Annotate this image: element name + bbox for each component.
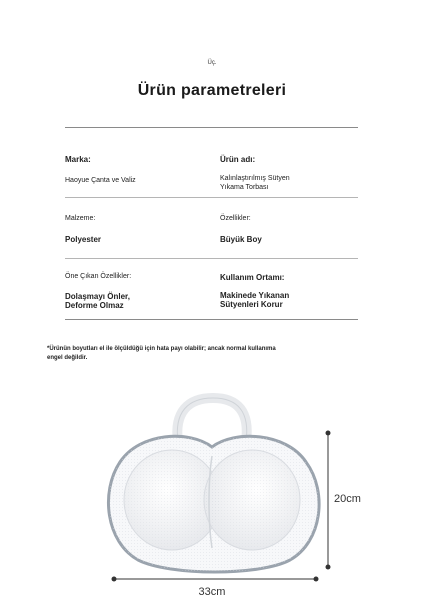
width-dimension-label: 33cm xyxy=(198,586,226,598)
divider-row1 xyxy=(65,197,358,198)
param-label-material: Malzeme: xyxy=(65,215,96,222)
param-value-usage-line2: Sütyenleri Korur xyxy=(220,300,283,309)
param-value-product-name-line2: Yıkama Torbası xyxy=(220,184,269,191)
size-disclaimer-line2: engel değildir. xyxy=(47,355,88,361)
page-title: Ürün parametreleri xyxy=(137,82,287,99)
param-label-product-name: Ürün adı: xyxy=(220,155,256,164)
param-label-features: Özellikler: xyxy=(220,215,251,222)
height-dimension-line xyxy=(322,430,334,570)
param-value-usage-line1: Makinede Yıkanan xyxy=(220,291,290,300)
param-value-product-name xyxy=(220,174,290,192)
divider-bottom xyxy=(65,319,358,320)
param-label-highlights: Öne Çıkan Özellikler: xyxy=(65,273,132,280)
size-disclaimer-note xyxy=(47,345,367,363)
param-label-usage: Kullanım Ortamı: xyxy=(220,273,285,282)
param-label-brand: Marka: xyxy=(65,155,91,164)
brand-logo-text: Üç. xyxy=(207,60,217,66)
height-dimension-label: 20cm xyxy=(334,493,361,505)
param-value-features: Büyük Boy xyxy=(220,235,262,244)
param-value-highlights xyxy=(65,292,130,310)
bra-wash-bag-image xyxy=(100,392,330,582)
param-value-material: Polyester xyxy=(65,235,102,244)
divider-top xyxy=(65,127,358,128)
size-disclaimer-line1: *Ürünün boyutları el ile ölçüldüğü için hata payı olabilir; ancak normal kullanıma xyxy=(47,346,276,352)
param-value-highlights-line1: Dolaşmayı Önler, xyxy=(65,292,130,301)
width-dimension-line xyxy=(110,574,320,584)
param-value-brand: Haoyue Çanta ve Valiz xyxy=(65,177,136,184)
param-value-product-name-line1: Kalınlaştırılmış Sütyen xyxy=(220,175,290,182)
param-value-highlights-line2: Deforme Olmaz xyxy=(65,301,124,310)
param-value-usage xyxy=(220,291,289,309)
divider-row2 xyxy=(65,258,358,259)
